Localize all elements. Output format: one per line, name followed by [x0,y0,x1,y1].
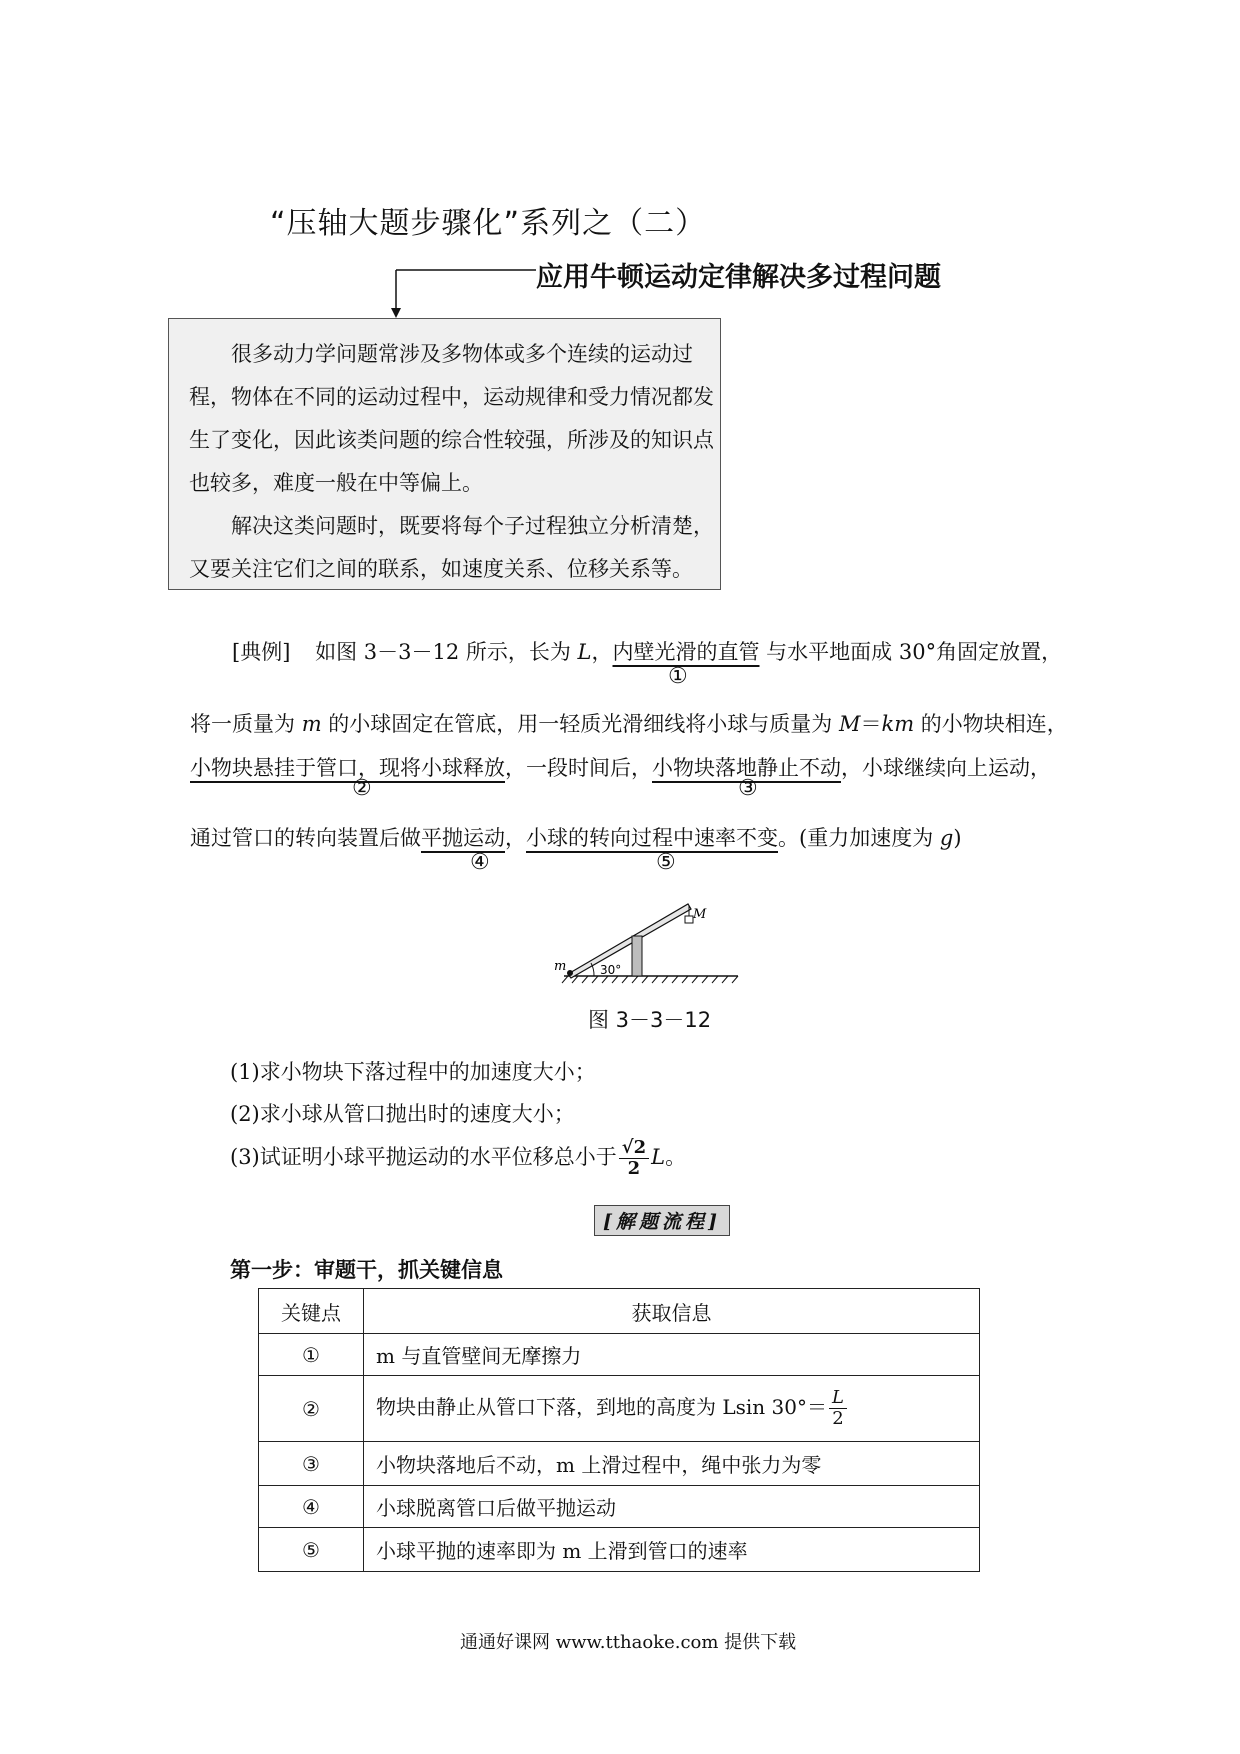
marker-5: ⑤ [656,850,676,875]
arrow-connector [380,262,540,320]
table-row [259,1442,980,1486]
fraction-L-over-2: $\frac{L}{2}$ [829,1388,847,1429]
question-1: (1)求小物块下落过程中的加速度大小； [230,1060,596,1084]
label-angle: 30° [600,963,622,977]
question-3: (3)试证明小球平抛运动的水平位移总小于 $\frac{√2}{2}$ L。 [230,1137,687,1179]
footer-text: 通通好课网 www.tthaoke.com 提供下载 [460,1632,797,1653]
table-header-row [259,1289,980,1334]
question-2: (2)求小球从管口抛出时的速度大小； [230,1102,575,1126]
label-M: M [693,907,707,922]
table-header-info: 获取信息 [364,1289,980,1334]
table-row [259,1334,980,1376]
table-row [259,1486,980,1528]
table-row [259,1376,980,1442]
intro-box [168,318,721,590]
key-phrase-2: 小物块悬挂于管口，现将小球释放 [190,756,505,780]
intro-paragraph-1: 很多动力学问题常涉及多物体或多个连续的运动过程，物体在不同的运动过程中，运动规律和受力情况都发生了变化，因此该类问题的综合性较强，所涉及的知识点也较多，难度一般在中等偏上。 [189,342,714,495]
key-phrase-4: 平抛运动 [421,826,505,850]
table-cell-info: 小球平抛的速率即为 m 上滑到管口的速率 [364,1528,980,1572]
marker-4: ④ [470,850,490,875]
example-line-4: 通过管口的转向装置后做平抛运动，小球的转向过程中速率不变。(重力加速度为 g) [190,826,962,850]
intro-paragraph-2: 解决这类问题时，既要将每个子过程独立分析清楚，又要关注它们之间的联系，如速度关系、位移关系等。 [189,514,714,581]
table-cell-key: ② [259,1376,364,1442]
table-cell-info: m 与直管壁间无摩擦力 [364,1334,980,1376]
table-cell-key: ④ [259,1486,364,1528]
marker-2: ② [352,776,372,801]
key-info-table [258,1288,980,1572]
step-1-title: 第一步：审题干，抓关键信息 [230,1258,503,1282]
key-phrase-1: 内壁光滑的直管 [612,640,760,664]
page-title: “压轴大题步骤化”系列之（二） [270,206,707,241]
figure-caption: 图 3－3－12 [588,1008,712,1032]
table-header-key: 关键点 [259,1289,364,1334]
example-line-3: 小物块悬挂于管口，现将小球释放，一段时间后，小物块落地静止不动，小球继续向上运动， [190,756,1051,780]
example-line-1: [典例] 如图 3－3－12 所示，长为 L，内壁光滑的直管 与水平地面成 30°角固定放置， [232,640,1063,664]
process-label: [解题流程] [594,1205,730,1236]
table-cell-key: ⑤ [259,1528,364,1572]
example-tag: [典例] [232,640,291,664]
marker-3: ③ [738,776,758,801]
incline-tube-figure [548,886,748,990]
marker-1: ① [668,664,688,689]
example-line-2: 将一质量为 m 的小球固定在管底，用一轻质光滑细线将小球与质量为 M＝km 的小物块相连， [190,712,1068,736]
fraction-sqrt2-over-2: $\frac{√2}{2}$ [619,1138,649,1179]
table-cell-info: 小球脱离管口后做平抛运动 [364,1486,980,1528]
key-phrase-5: 小球的转向过程中速率不变 [526,826,778,850]
table-row [259,1528,980,1572]
page-subtitle: 应用牛顿运动定律解决多过程问题 [536,262,941,293]
key-phrase-3: 小物块落地静止不动 [652,756,841,780]
label-m: m [554,959,567,974]
table-cell-key: ③ [259,1442,364,1486]
table-cell-info: 物块由静止从管口下落，到地的高度为 Lsin 30°＝ $\frac{L}{2}$ [364,1376,980,1442]
table-cell-key: ① [259,1334,364,1376]
table-cell-info: 小物块落地后不动，m 上滑过程中，绳中张力为零 [364,1442,980,1486]
